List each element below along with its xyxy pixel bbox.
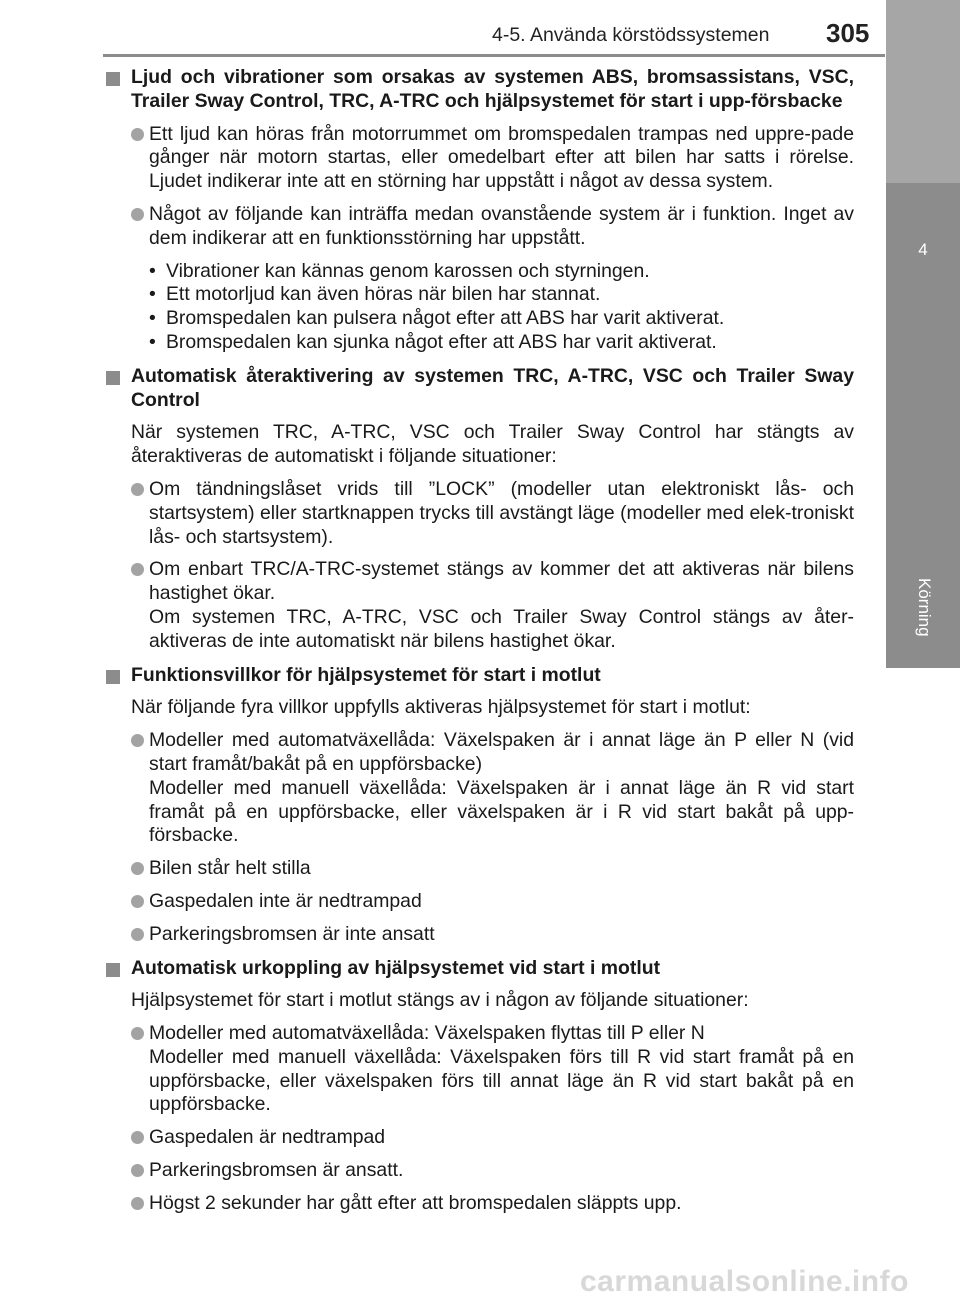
square-bullet-icon bbox=[106, 963, 120, 977]
list-item: Om tändningslåset vrids till ”LOCK” (modeller utan elektroniskt lås- och startsystem) eller startknappen trycks till avstängt läge (modeller med elek-troniskt lås- och startsystem). bbox=[106, 478, 854, 549]
sub-list-item: • Bromspedalen kan sjunka något efter att ABS har varit aktiverat. bbox=[149, 330, 717, 353]
circle-bullet-icon bbox=[131, 208, 144, 221]
circle-bullet-icon bbox=[131, 1027, 144, 1040]
section-heading: Automatisk återaktivering av systemen TRC, A-TRC, VSC och Trailer Sway Control bbox=[106, 365, 854, 413]
chapter-title: Körning bbox=[915, 578, 934, 637]
page-number: 305 bbox=[826, 18, 870, 48]
list-item: Något av följande kan inträffa medan ovanstående system är i funktion. Inget av dem indikerar att en funktionsstörning har uppstått. bbox=[106, 203, 854, 251]
circle-bullet-icon bbox=[131, 483, 144, 496]
section-heading: Funktionsvillkor för hjälpsystemet för start i motlut bbox=[106, 664, 854, 688]
circle-bullet-icon bbox=[131, 895, 144, 908]
list-item: Parkeringsbromsen är ansatt. bbox=[106, 1159, 854, 1183]
intro-paragraph: När följande fyra villkor uppfylls aktiveras hjälpsystemet för start i motlut: bbox=[131, 696, 751, 719]
list-item: Högst 2 sekunder har gått efter att bromspedalen släppts upp. bbox=[106, 1192, 854, 1216]
circle-bullet-icon bbox=[131, 928, 144, 941]
circle-bullet-icon bbox=[131, 862, 144, 875]
section-title: 4-5. Använda körstödssystemen bbox=[492, 24, 770, 46]
page-header bbox=[0, 0, 960, 60]
list-item: Om enbart TRC/A-TRC-systemet stängs av kommer det att aktiveras när bilens hastighet ökar. Om systemen TRC, A-TRC, VSC och Trailer Sway Control stängs av åter-aktiveras de inte automatiskt när bilens hastighet ökar. bbox=[106, 558, 854, 653]
watermark: carmanualsonline.info bbox=[580, 1265, 909, 1298]
circle-bullet-icon bbox=[131, 563, 144, 576]
sub-list bbox=[106, 260, 854, 355]
circle-bullet-icon bbox=[131, 1131, 144, 1144]
intro-paragraph: När systemen TRC, A-TRC, VSC och Trailer Sway Control har stängts av återaktiveras de automatiskt i följande situationer: bbox=[131, 421, 854, 468]
list-item: Gaspedalen inte är nedtrampad bbox=[106, 890, 854, 914]
square-bullet-icon bbox=[106, 670, 120, 684]
header-divider bbox=[103, 54, 885, 57]
list-item: Ett ljud kan höras från motorrummet om bromspedalen trampas ned uppre-pade gånger när motorn startas, eller omedelbart efter att bilen har satts i rörelse. Ljudet indikerar inte att en störning har uppstått i något av dessa system. bbox=[106, 123, 854, 194]
circle-bullet-icon bbox=[131, 1197, 144, 1210]
list-item: Modeller med automatväxellåda: Växelspaken flyttas till P eller N Modeller med manuell växellåda: Växelspaken förs till R vid start framåt på en uppförsbacke, eller växelspaken förs till annat läge än R vid start bakåt på en uppförsbacke. bbox=[106, 1022, 854, 1117]
circle-bullet-icon bbox=[131, 734, 144, 747]
square-bullet-icon bbox=[106, 371, 120, 385]
list-item: Parkeringsbromsen är inte ansatt bbox=[106, 923, 854, 947]
sub-list-item: • Ett motorljud kan även höras när bilen har stannat. bbox=[149, 283, 601, 306]
square-bullet-icon bbox=[106, 72, 120, 86]
sub-list-item: • Vibrationer kan kännas genom karossen och styrningen. bbox=[149, 259, 650, 282]
section-heading: Ljud och vibrationer som orsakas av systemen ABS, bromsassistans, VSC, Trailer Sway Control, TRC, A-TRC och hjälpsystemet för start i upp-försbacke bbox=[106, 66, 854, 114]
list-item: Modeller med automatväxellåda: Växelspaken är i annat läge än P eller N (vid start framåt/bakåt på en uppförsbacke) Modeller med manuell växellåda: Växelspaken är i annat läge än R vid start framåt på en uppförsbacke, eller växelspaken är i R vid start bakåt på upp-försbacke. bbox=[106, 729, 854, 848]
intro-paragraph: Hjälpsystemet för start i motlut stängs av i någon av följande situationer: bbox=[131, 989, 749, 1012]
circle-bullet-icon bbox=[131, 1164, 144, 1177]
list-item: Gaspedalen är nedtrampad bbox=[106, 1126, 854, 1150]
circle-bullet-icon bbox=[131, 128, 144, 141]
list-item: Bilen står helt stilla bbox=[106, 857, 854, 881]
chapter-number: 4 bbox=[918, 240, 928, 259]
section-heading: Automatisk urkoppling av hjälpsystemet vid start i motlut bbox=[106, 957, 854, 981]
sub-list-item: • Bromspedalen kan pulsera något efter att ABS har varit aktiverat. bbox=[149, 307, 725, 330]
side-tab-top bbox=[886, 0, 960, 183]
page-content bbox=[106, 66, 854, 1216]
